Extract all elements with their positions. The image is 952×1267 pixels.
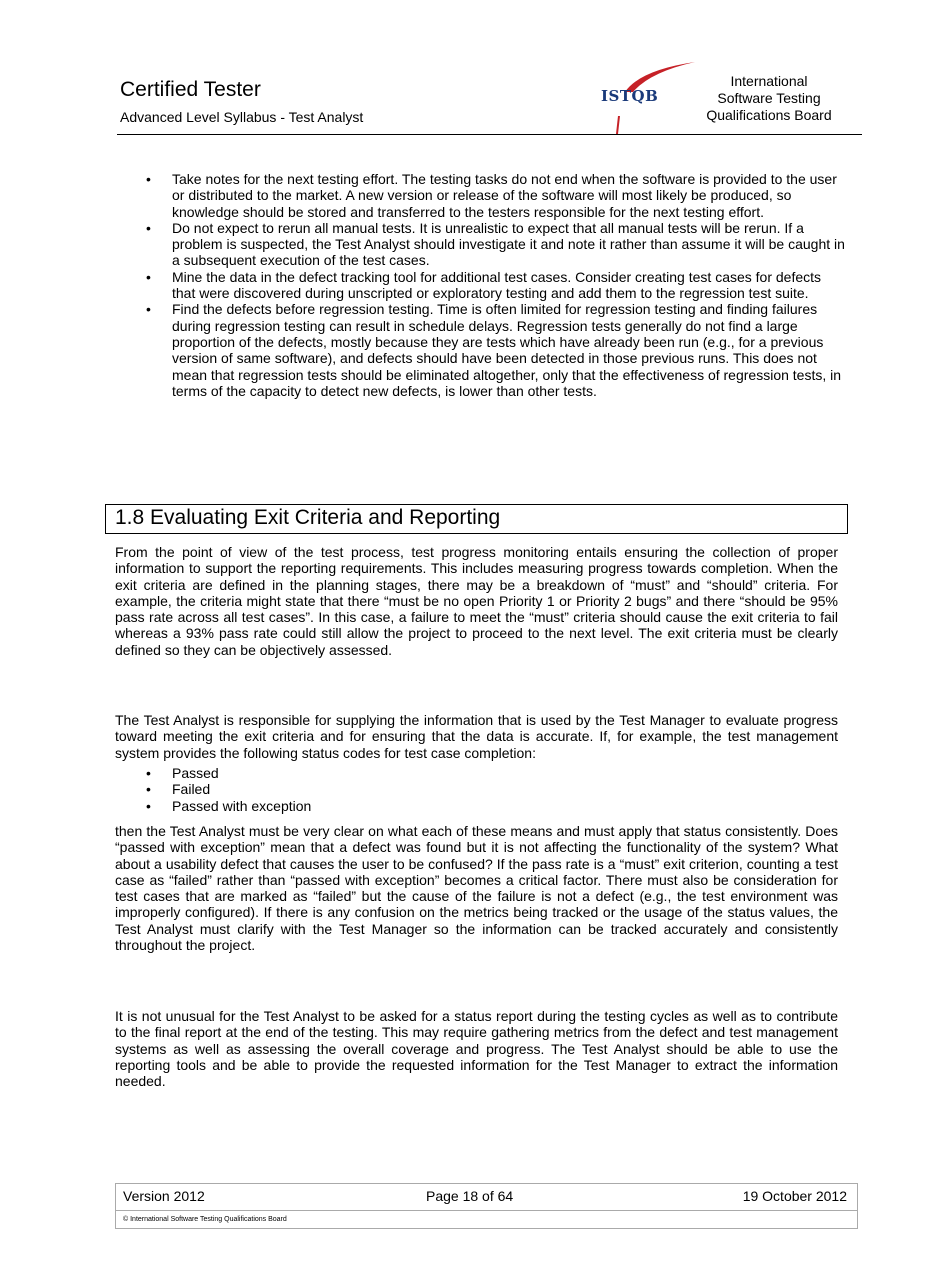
paragraph-exit-criteria: From the point of view of the test process, test progress monitoring entails ensuring the collection of proper information to support the reporting requirements. This includes measuring progress towards completion. When the exit criteria are defined in the planning stages, there may be a breakdown of “must” and “should” criteria. For example, the criteria might state that there “must be no open Priority 1 or Priority 2 bugs” and there “should be 95% pass rate across all test cases”. In this case, a failure to meet the “must” criteria should cause the exit criteria to fail whereas a 93% pass rate could still allow the project to proceed to the next level. The exit criteria must be clearly defined so they can be objectively assessed. [115,544,838,658]
tips-bullet-list [146,171,846,399]
bullet-icon: • [146,765,151,781]
bullet-icon: • [146,219,151,236]
section-heading: 1.8 Evaluating Exit Criteria and Reporting [115,506,501,529]
list-item-text: Do not expect to rerun all manual tests. It is unrealistic to expect that all manual tests will be rerun. If a problem is suspected, the Test Analyst should investigate it and note it rather than assume it will be caught in a subsequent execution of the test cases. [172,219,845,269]
status-code: Passed with exception [172,797,312,814]
status-code: Failed [172,781,211,798]
list-item [146,220,846,269]
list-item-text: Find the defects before regression testing. Time is often limited for regression testing and finding failures during regression testing can result in schedule delays. Regression tests generally do not find a large proportion of the defects, mostly because they are tests which have already been run (e.g., for a previous version of same software), and defects should have been detected in those previous runs. This does not mean that regression tests should be eliminated altogether, only that the effectiveness of regression tests, in terms of the capacity to detect new defects, is lower than other tests. [172,301,842,399]
page-footer [115,1183,858,1229]
org-line-1: International [730,73,808,89]
organization-name [699,73,839,124]
bullet-icon: • [146,171,151,187]
bullet-icon: • [146,301,151,318]
page-header [117,62,862,135]
list-item [146,301,846,399]
istqb-logo-text: ISTQB [601,87,659,105]
list-item [146,781,311,797]
list-item-text: Take notes for the next testing effort. The testing tasks do not end when the software is provided to the user or distributed to the market. A new version or release of the software will most likely be produced, so knowledge should be stored and transferred to the testers responsible for the next testing effort. [172,171,837,220]
footer-version: Version 2012 [123,1188,205,1204]
paragraph-test-analyst-role: The Test Analyst is responsible for supplying the information that is used by the Test Manager to evaluate progress toward meeting the exit criteria and for ensuring that the data is accurate. If, for example, the test management system provides the following status codes for test case completion: [115,712,838,761]
list-item [146,765,311,781]
bullet-icon: • [146,781,151,798]
list-item [146,171,846,220]
org-line-2: Software Testing [717,90,821,106]
status-codes-list [146,765,311,814]
bullet-icon: • [146,797,151,814]
list-item-text: Mine the data in the defect tracking tool for additional test cases. Consider creating test cases for defects that were discovered during unscripted or exploratory testing and add them to the regression test suite. [172,268,822,302]
footer-copyright: © International Software Testing Qualifications Board [123,1216,287,1223]
footer-date: 19 October 2012 [742,1188,847,1204]
status-code: Passed [172,765,219,781]
list-item [146,798,311,814]
list-item [146,269,846,302]
org-line-3: Qualifications Board [706,107,832,123]
paragraph-status-reporting: It is not unusual for the Test Analyst to be asked for a status report during the testing cycles as well as to contribute to the final report at the end of the testing. This may require gathering metrics from the defect and test management systems as well as assessing the overall coverage and progress. The Test Analyst should be able to use the reporting tools and be able to provide the requested information for the Test Manager to extract the information needed. [115,1008,838,1090]
document-title: Certified Tester [120,78,261,101]
paragraph-status-consistency: then the Test Analyst must be very clear on what each of these means and must apply that status consistently. Does “passed with exception” mean that a defect was found but it is not affecting the functionality of the system? What about a usability defect that causes the user to be confused? If the pass rate is a “must” exit criterion, counting a test case as “failed” rather than “passed with exception” becomes a critical factor. There must also be consideration for test cases that are marked as “failed” but the cause of the failure is not a defect (e.g., the test environment was improperly configured). If there is any confusion on the metrics being tracked or the usage of the status values, the Test Analyst must clarify with the Test Manager so the information can be tracked accurately and consistently throughout the project. [115,823,838,954]
footer-divider [116,1210,857,1211]
document-subtitle: Advanced Level Syllabus - Test Analyst [120,109,364,125]
section-heading-box [105,504,848,534]
footer-page-number: Page 18 of 64 [426,1188,514,1204]
bullet-icon: • [146,268,151,285]
